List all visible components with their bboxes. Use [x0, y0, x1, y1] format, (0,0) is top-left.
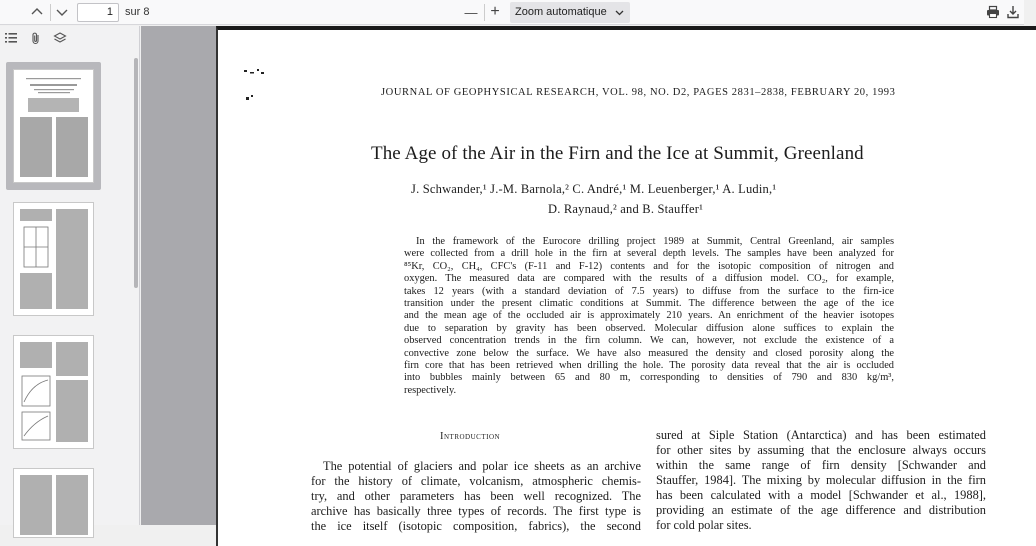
abstract-line: In the framework of the Eurocore drilling project 1989 at Summit, Central Greenland, air samples — [416, 236, 894, 247]
layers-icon — [53, 31, 67, 45]
body-line: the ice itself (isotopic composition, fabrics), the second — [311, 519, 641, 533]
body-line: for other sites by assuming that the enclosure always occurs — [656, 443, 986, 457]
journal-header: JOURNAL OF GEOPHYSICAL RESEARCH, VOL. 98, NO. D2, PAGES 2831–2838, FEBRUARY 20, 1993 — [381, 87, 896, 98]
minus-icon: — — [464, 4, 478, 20]
outline-view-button[interactable] — [4, 31, 20, 47]
abstract-line: observed concentration trends in the firn column. We can, however, not exclude the existence of a — [404, 335, 894, 347]
outline-icon — [4, 31, 18, 45]
page-count-label: sur 8 — [125, 6, 150, 18]
body-line: archive has basically three types of records. The first type is — [311, 504, 641, 518]
abstract-line: convective zone below the surface. We have also measured the density and closed porosity along the — [404, 347, 894, 359]
body-line: providing an estimate of the age difference and distribution — [656, 503, 986, 517]
body-line: Stauffer, 1984]. The mixing by molecular diffusion in the firn — [656, 473, 986, 487]
page-thumbnail[interactable] — [13, 202, 94, 316]
pdf-page — [216, 26, 1036, 546]
abstract-line: oxygen. The measured data are compared with the results of a diffusion model. CO₂, for example, — [404, 273, 894, 285]
body-column-left — [311, 459, 641, 534]
abstract-line: were collected from a drill hole in the firn at several depth levels. The samples have been analyzed for — [404, 248, 894, 260]
body-line: try, and other parameters has been well recognized. The — [311, 489, 641, 503]
thumbnail-sidebar — [0, 26, 140, 525]
abstract — [404, 236, 894, 397]
abstract-line: into bubbles mainly between 65 and 80 m, corresponding to densities of 790 and 830 kg/m³, — [404, 372, 894, 384]
sidebar-scrollbar[interactable] — [134, 58, 138, 288]
chevron-down-icon — [55, 5, 69, 19]
abstract-line: due to separation by gravity has been observed. Molecular diffusion alone suffices to explain the — [404, 322, 894, 334]
body-line: within the same range of firn density [Schwander and — [656, 458, 986, 472]
paperclip-icon — [29, 31, 43, 45]
body-line: sured at Siple Station (Antarctica) and has been estimated — [656, 428, 986, 442]
abstract-line: and the mean age of the occluded air is approximately 210 years. An enrichment of the heavier isotopes — [404, 310, 894, 322]
next-page-button[interactable] — [51, 2, 73, 22]
print-button[interactable] — [982, 2, 1004, 22]
page-thumbnail[interactable] — [13, 335, 94, 449]
plus-icon: + — [490, 3, 500, 20]
body-line: has been calculated with a model [Schwander et al., 1988], — [656, 488, 986, 502]
abstract-line: respectively. — [404, 384, 457, 396]
body-line: The potential of glaciers and polar ice sheets as an archive — [323, 459, 641, 473]
download-icon — [1006, 5, 1020, 19]
pdf-toolbar — [0, 0, 1024, 25]
zoom-in-button[interactable] — [484, 2, 506, 22]
sidebar-view-tabs — [0, 26, 139, 52]
body-column-right — [656, 428, 986, 533]
page-thumbnail[interactable] — [13, 69, 94, 183]
paper-title: The Age of the Air in the Firn and the Ice at Summit, Greenland — [371, 143, 864, 164]
layers-view-button[interactable] — [53, 31, 69, 47]
abstract-line: ⁸⁵Kr, CO₂, CH₄, CFC's (F-11 and F-12) contents and for the isotopic composition of nitrogen and — [404, 260, 894, 272]
body-line: for the history of climate, volcanism, atmospheric chemis- — [311, 474, 641, 488]
download-button[interactable] — [1002, 2, 1024, 22]
abstract-line: transition under the present climatic conditions at Summit. The difference between the age of the ice — [404, 298, 894, 310]
document-viewer — [141, 26, 1024, 533]
abstract-line: firn core that has been retrieved when drilling the hole. The porosity data reveal that the air is occluded — [404, 360, 894, 372]
author-list-continued: D. Raynaud,² and B. Stauffer¹ — [548, 202, 704, 216]
abstract-line: takes 12 years (with a standard deviation of 7.5 years) to diffuse from the surface to the firn-ice — [404, 285, 894, 297]
scan-specks — [238, 62, 278, 112]
thumbnail-preview — [14, 203, 93, 315]
page-number-input[interactable]: 1 — [77, 3, 119, 22]
zoom-out-button[interactable] — [460, 2, 482, 22]
section-heading: Introduction — [440, 431, 501, 442]
thumbnail-preview — [14, 70, 93, 182]
chevron-up-icon — [30, 5, 44, 19]
thumbnail-preview — [14, 336, 93, 448]
previous-page-button[interactable] — [26, 2, 48, 22]
zoom-select[interactable] — [510, 2, 630, 23]
body-line: for cold polar sites. — [656, 518, 752, 532]
attachments-view-button[interactable] — [29, 31, 45, 47]
zoom-select-value: Zoom automatique — [515, 6, 607, 18]
printer-icon — [986, 5, 1000, 19]
author-list: J. Schwander,¹ J.-M. Barnola,² C. André,¹ M. Leuenberger,¹ A. Ludin,¹ — [411, 182, 777, 196]
thumbnail-preview — [14, 469, 93, 537]
page-thumbnail[interactable] — [13, 468, 94, 538]
